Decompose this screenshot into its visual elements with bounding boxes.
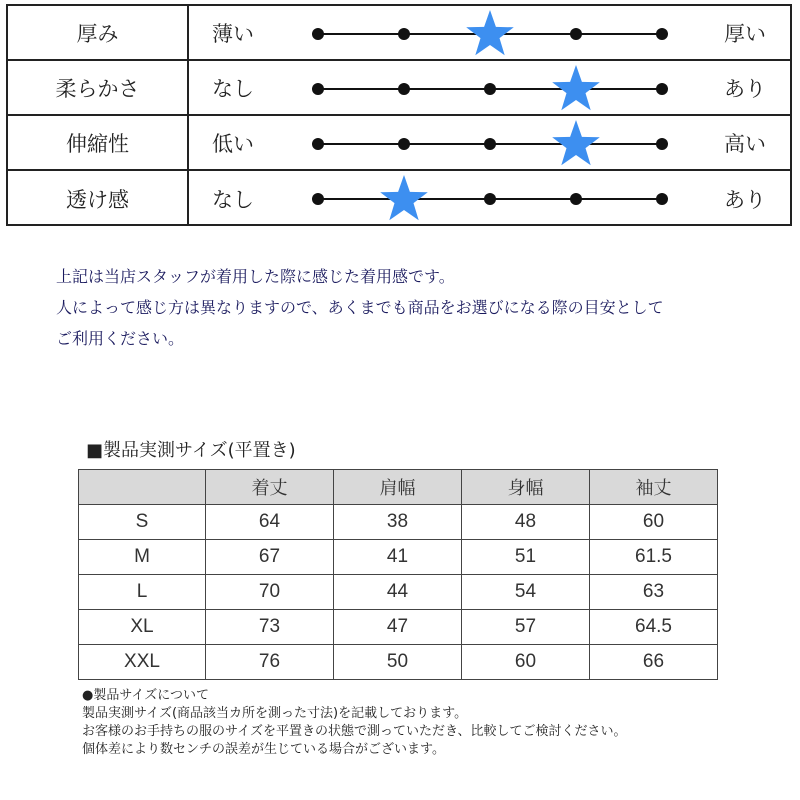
header-cell-chest: 身幅: [462, 470, 590, 505]
scale-dot: [398, 28, 410, 40]
size-header-row: [79, 470, 718, 505]
scale-dot: [656, 193, 668, 205]
note-line: 人によって感じ方は異なりますので、あくまでも商品をお選びになる際の目安として: [56, 298, 664, 317]
table-row: [79, 575, 718, 610]
feel-table: [6, 4, 792, 226]
value-cell: 66: [590, 645, 718, 680]
feel-left-label: なし: [212, 187, 254, 212]
header-cell-sleeve: 袖丈: [590, 470, 718, 505]
value-cell: 64: [206, 505, 334, 540]
feel-label: 厚み: [8, 6, 189, 59]
feel-left-label: なし: [212, 76, 254, 101]
note-line: 上記は当店スタッフが着用した際に感じた着用感です。: [56, 267, 455, 286]
value-cell: 60: [462, 645, 590, 680]
feel-row-sheerness: [8, 171, 790, 226]
feel-right-label: 高い: [724, 131, 766, 156]
value-cell: 57: [462, 610, 590, 645]
note-line: ご利用ください。: [56, 329, 185, 348]
footnote-line: 個体差により数センチの誤差が生じている場合がございます。: [82, 742, 445, 757]
table-row: [79, 505, 718, 540]
value-cell: 64.5: [590, 610, 718, 645]
value-cell: 50: [334, 645, 462, 680]
scale-dot: [484, 83, 496, 95]
size-cell: S: [79, 505, 206, 540]
scale-dot: [656, 83, 668, 95]
value-cell: 73: [206, 610, 334, 645]
feel-scale: [8, 6, 790, 61]
rating-star-icon: [552, 65, 600, 110]
size-cell: L: [79, 575, 206, 610]
feel-right-label: あり: [724, 76, 766, 101]
value-cell: 54: [462, 575, 590, 610]
value-cell: 51: [462, 540, 590, 575]
feel-row-softness: [8, 61, 790, 116]
value-cell: 67: [206, 540, 334, 575]
feel-label: 柔らかさ: [8, 61, 189, 114]
footnote-line: ●製品サイズについて: [82, 688, 210, 703]
scale-dot: [398, 83, 410, 95]
footnote-line: お客様のお手持ちの服のサイズを平置きの状態で測っていただき、比較してご検討ください。: [82, 724, 627, 739]
rating-star-icon: [466, 10, 514, 55]
feel-scale: [8, 171, 790, 226]
value-cell: 41: [334, 540, 462, 575]
feel-left-label: 薄い: [212, 21, 254, 46]
value-cell: 70: [206, 575, 334, 610]
size-cell: XL: [79, 610, 206, 645]
rating-star-icon: [552, 120, 600, 165]
value-cell: 48: [462, 505, 590, 540]
scale-dot: [484, 193, 496, 205]
feel-right-label: あり: [724, 187, 766, 212]
scale-dot: [312, 138, 324, 150]
header-cell-length: 着丈: [206, 470, 334, 505]
feel-label: 透け感: [8, 171, 189, 226]
feel-right-label: 厚い: [724, 21, 766, 46]
value-cell: 61.5: [590, 540, 718, 575]
scale-dot: [398, 138, 410, 150]
size-footnote: [82, 687, 626, 759]
scale-dot: [312, 83, 324, 95]
size-section-title: ■製品実測サイズ(平置き): [86, 440, 296, 461]
value-cell: 47: [334, 610, 462, 645]
feel-row-thickness: [8, 6, 790, 61]
feel-left-label: 低い: [212, 131, 254, 156]
value-cell: 60: [590, 505, 718, 540]
size-cell: M: [79, 540, 206, 575]
feel-scale: [8, 61, 790, 116]
scale-dot: [656, 138, 668, 150]
rating-star-icon: [380, 175, 428, 220]
scale-dot: [656, 28, 668, 40]
value-cell: 38: [334, 505, 462, 540]
value-cell: 63: [590, 575, 718, 610]
feel-label: 伸縮性: [8, 116, 189, 169]
table-row: [79, 610, 718, 645]
scale-dot: [312, 28, 324, 40]
scale-dot: [570, 28, 582, 40]
size-cell: XXL: [79, 645, 206, 680]
footnote-line: 製品実測サイズ(商品該当カ所を測った寸法)を記載しております。: [82, 706, 468, 721]
scale-dot: [312, 193, 324, 205]
usage-note: [56, 261, 776, 354]
header-cell-shoulder: 肩幅: [334, 470, 462, 505]
table-row: [79, 645, 718, 680]
feel-scale: [8, 116, 790, 171]
size-table: [78, 469, 718, 680]
table-row: [79, 540, 718, 575]
header-cell-empty: [79, 470, 206, 505]
value-cell: 76: [206, 645, 334, 680]
scale-dot: [484, 138, 496, 150]
scale-dot: [570, 193, 582, 205]
feel-row-stretch: [8, 116, 790, 171]
value-cell: 44: [334, 575, 462, 610]
